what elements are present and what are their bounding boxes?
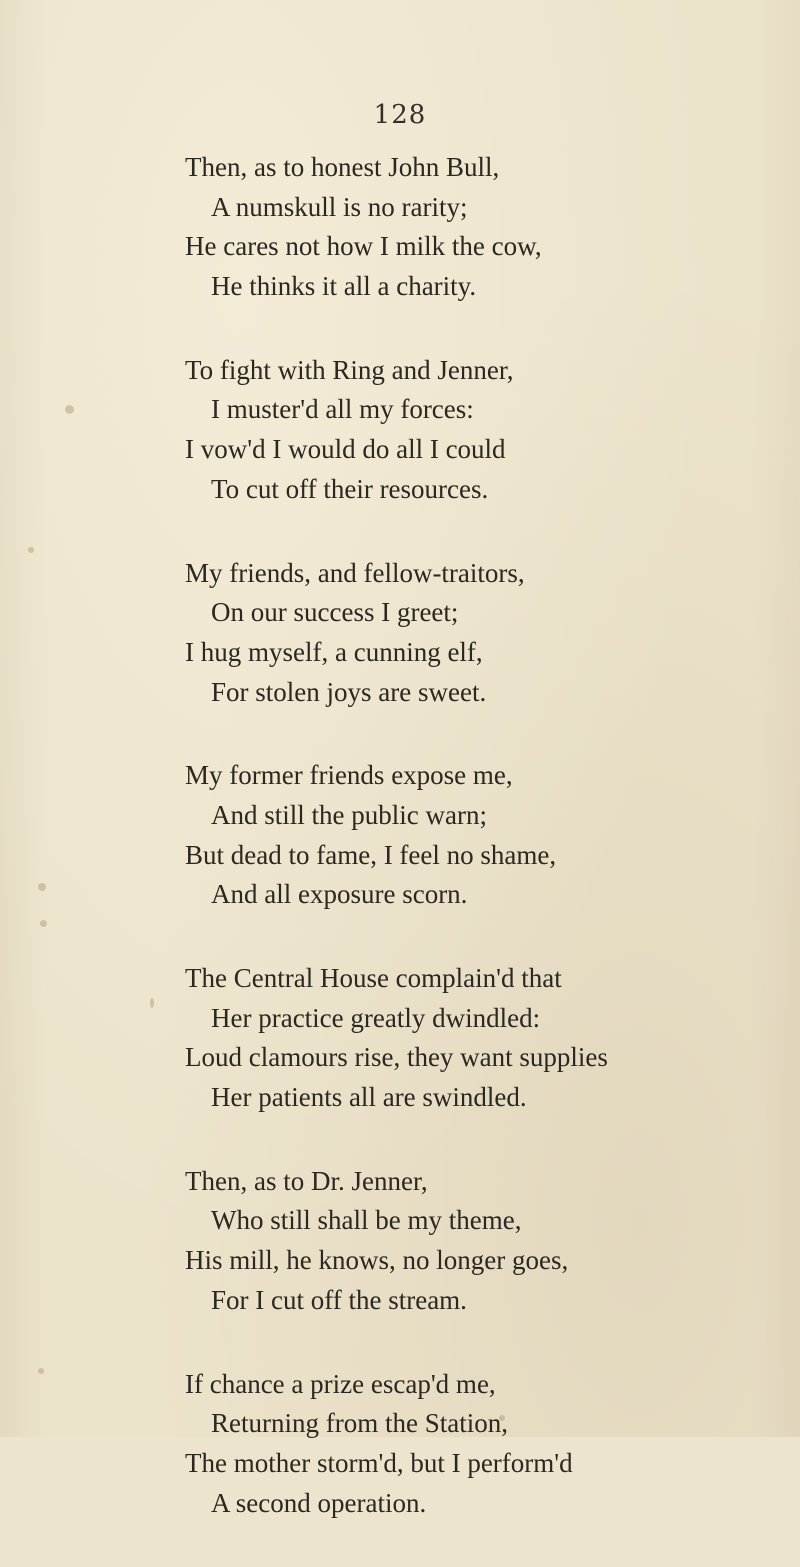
stanza-4 [185,756,785,915]
poem-line: Her practice greatly dwindled: [211,1002,541,1033]
poem [185,148,785,1567]
poem-line: My former friends expose me, [185,760,513,791]
foxing-spot [65,405,74,414]
foxing-spot [40,920,47,927]
stanza-5 [185,959,785,1118]
poem-line: A numskull is no rarity; [211,191,468,222]
poem-line: Then, as to honest John Bull, [185,152,500,182]
page-number: 128 [373,100,427,130]
foxing-spot [38,883,46,891]
foxing-spot [38,1368,44,1374]
stanza-7 [185,1365,785,1524]
poem-line: I hug myself, a cunning elf, [185,636,483,667]
poem-line: The Central House complain'd that [185,963,562,993]
poem-line: Then, as to Dr. Jenner, [185,1165,428,1196]
poem-line: For I cut off the stream. [211,1284,467,1315]
stanza-2 [185,351,785,510]
poem-line: Who still shall be my theme, [211,1205,522,1236]
poem-line: A second operation. [211,1487,427,1518]
poem-line: Loud clamours rise, they want supplies [185,1042,608,1073]
poem-line: On our success I greet; [211,597,459,628]
poem-line: The mother storm'd, but I perform'd [185,1447,573,1478]
poem-line: My friends, and fellow-traitors, [185,557,525,588]
poem-line: His mill, he knows, no longer goes, [185,1245,569,1276]
stanza-6 [185,1162,785,1321]
poem-line: He cares not how I milk the cow, [185,231,542,262]
poem-line: But dead to fame, I feel no shame, [185,839,557,870]
poem-line: And still the public warn; [211,799,487,830]
poem-line: Returning from the Station, [211,1408,508,1439]
foxing-spot [150,998,154,1008]
poem-line: If chance a prize escap'd me, [185,1368,496,1399]
foxing-spot [28,547,34,553]
poem-line: To cut off their resources. [211,473,489,504]
poem-line: I muster'd all my forces: [211,394,474,425]
poem-line: Her patients all are swindled. [211,1082,527,1113]
stanza-1 [185,148,785,307]
poem-line: For stolen joys are sweet. [211,676,487,707]
stanza-3 [185,554,785,713]
poem-line: And all exposure scorn. [211,879,468,910]
poem-line: I vow'd I would do all I could [185,434,506,465]
poem-line: He thinks it all a charity. [211,271,477,302]
poem-line: To fight with Ring and Jenner, [185,354,514,385]
